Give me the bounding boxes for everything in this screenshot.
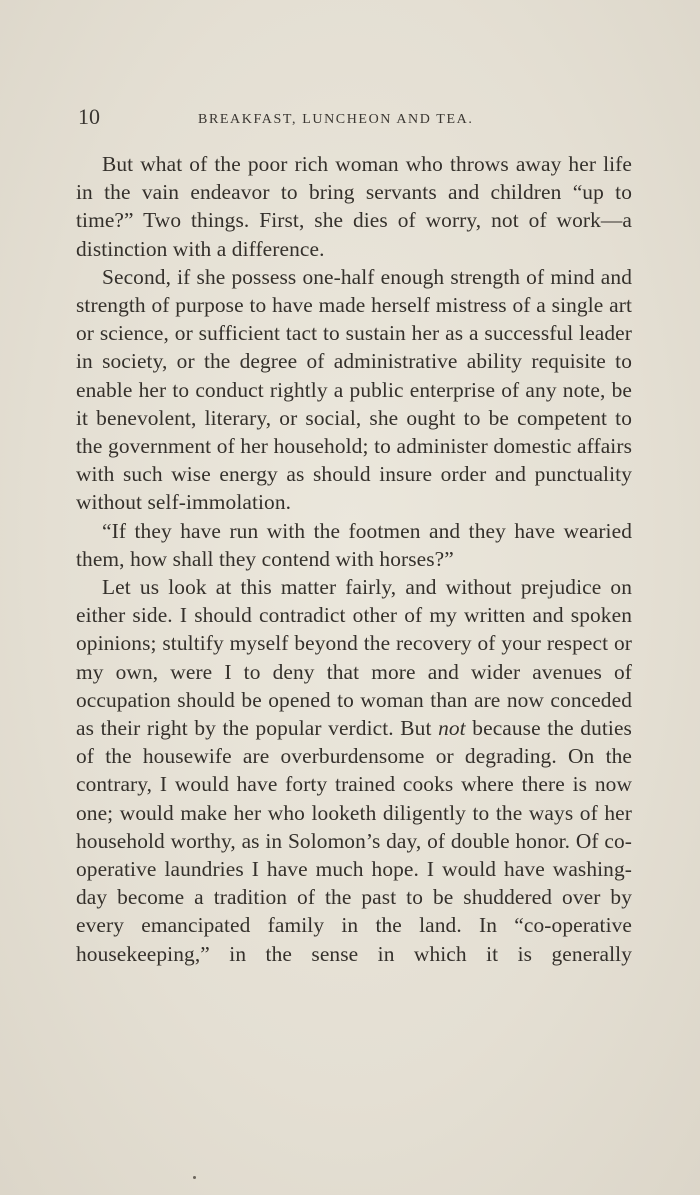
paragraph-4-part-2: because the duties of the housewife are overburdensome or degrading. On the contrary, I would have forty trained cooks where there is now one; would make her who looketh diligently to the ways of her household worthy, as in Solomon’s day, of double honor. Of co-operative laundries I have much hope. I would have washing-day become a tradition of the past to be shuddered over by every emancipated family in the land. In “co-operative housekeeping,” in the sense in which it is generally: [76, 716, 632, 966]
paragraph-2: Second, if she possess one-half enough strength of mind and strength of purpose to have made herself mistress of a single art or science, or sufficient tact to sustain her as a successful leader in society, or the degree of administrative ability requisite to enable her to conduct rightly a public enterprise of any note, be it benevolent, literary, or social, she ought to be competent to the government of her household; to administer domestic affairs with such wise energy as should insure order and punctuality without self-immolation.: [76, 264, 632, 515]
paragraph-3-quotation: “If they have run with the footmen and they have wearied them, how shall they contend with horses?”: [76, 518, 632, 571]
paragraph-4-emphasis: not: [438, 716, 466, 741]
paragraph-4-part-1: Let us look at this matter fairly, and without prejudice on either side. I should contradict other of my written and spoken opinions; stultify myself beyond the recovery of your respect or my own, were I to deny that more and wider avenues of occupation should be opened to woman than are now conceded as their right by the popular verdict. But: [76, 575, 632, 741]
paragraph-4: [76, 573, 632, 968]
paragraph-1: But what of the poor rich woman who throws away her life in the vain endeavor to bring servants and children “up to time?” Two things. First, she dies of worry, not of work—a distinction with a difference.: [76, 152, 632, 261]
page-number: 10: [78, 104, 100, 129]
running-head: BREAKFAST, LUNCHEON AND TEA.: [198, 112, 474, 127]
paper-speck: [193, 1176, 196, 1179]
page-header: [78, 104, 634, 132]
body-text: [76, 150, 632, 968]
